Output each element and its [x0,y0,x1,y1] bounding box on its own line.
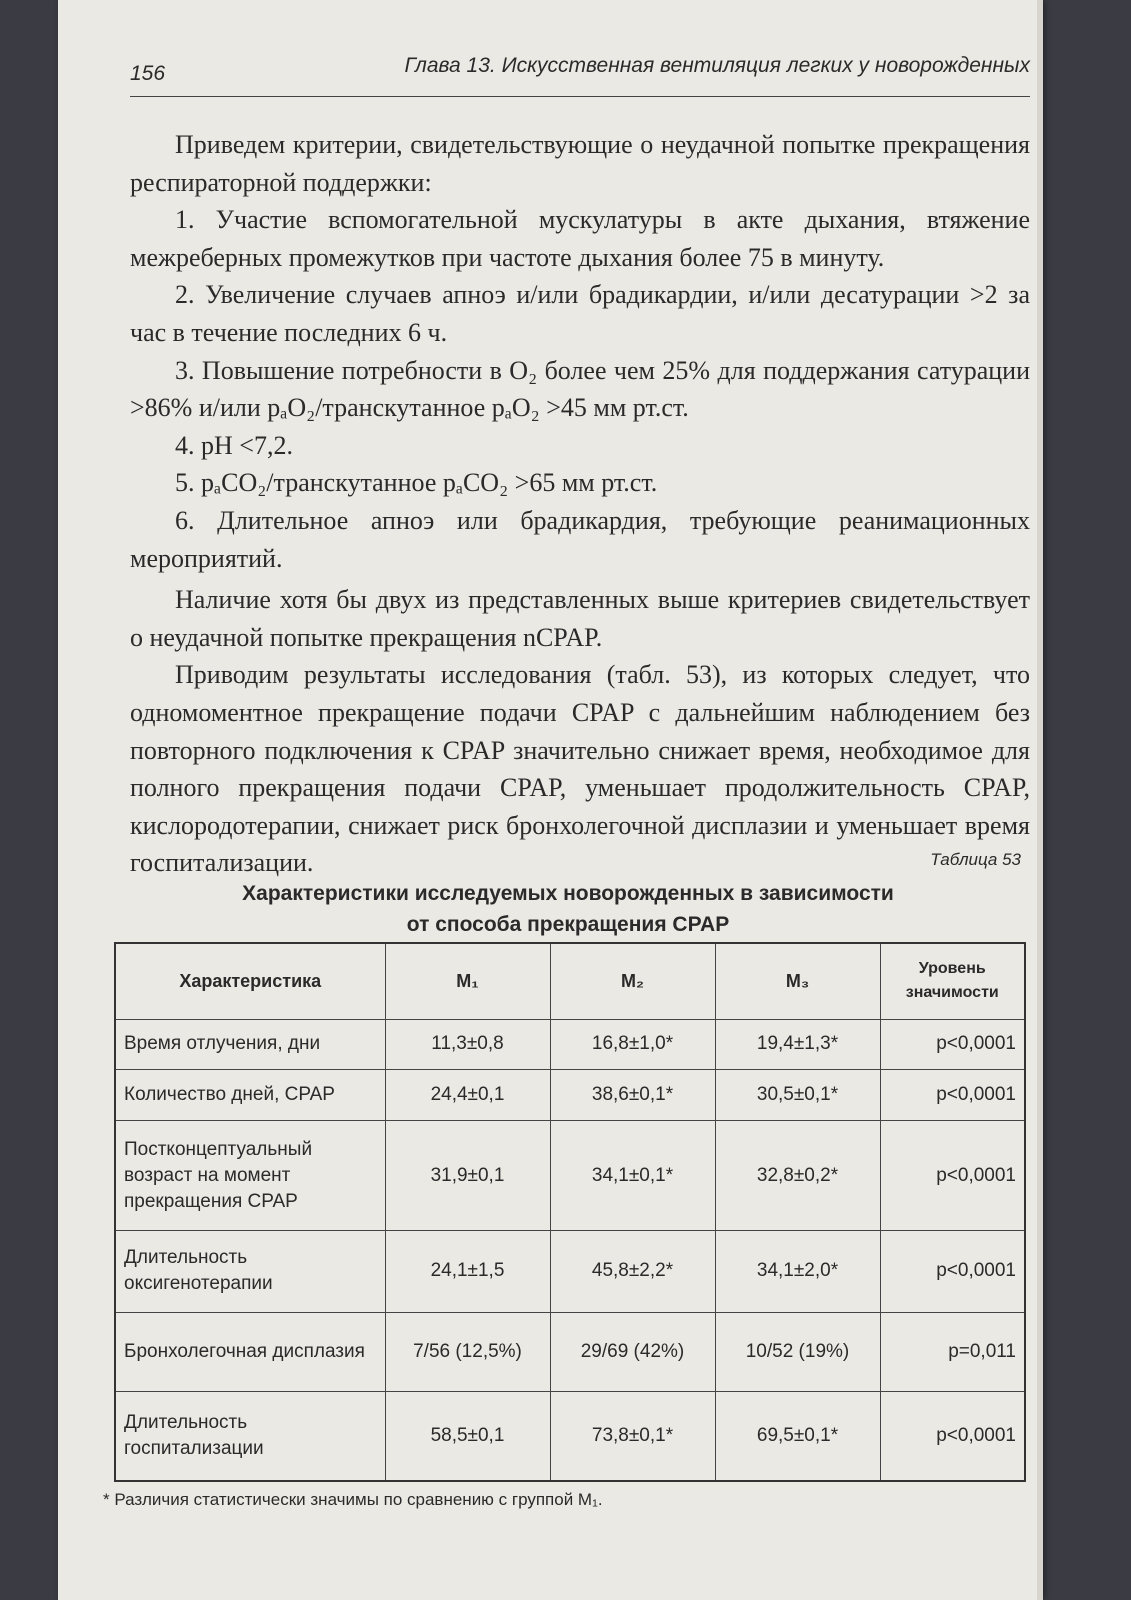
cell-m2: 29/69 (42%) [550,1312,715,1391]
cell-m1: 24,1±1,5 [385,1231,550,1312]
cell-m2: 34,1±0,1* [550,1121,715,1231]
cell-m2: 16,8±1,0* [550,1019,715,1070]
cell-significance: p<0,0001 [880,1070,1025,1121]
cell-significance: p<0,0001 [880,1121,1025,1231]
table-row [115,1391,1025,1481]
cell-characteristic: Время отлучения, дни [115,1019,385,1070]
cell-characteristic: Длительность госпитализации [115,1391,385,1481]
criterion-2: 2. Увеличение случаев апноэ и/или брадикардии, и/или десатурации >2 за час в течение последних 6 ч. [130,280,1030,347]
criterion-6: 6. Длительное апноэ или брадикардия, требующие реанимационных мероприятий. [130,505,1030,573]
header-significance-line-2: значимости [905,984,999,1002]
cell-m3: 69,5±0,1* [715,1391,880,1481]
table-row [115,1121,1025,1231]
cell-characteristic: Постконцептуальный возраст на момент прекращения CPAP [115,1121,385,1231]
cell-m3: 30,5±0,1* [715,1070,880,1121]
cell-m1: 24,4±0,1 [385,1070,550,1121]
page-edge [1037,0,1043,1600]
body-text [130,126,1030,882]
results-paragraph: Приводим результаты исследования (табл. 53), из которых следует, что одномоментное прекращение подачи CPAP с дальнейшим наблюдением без повторного подключения к CPAP значительно снижает время, необходимое для полного прекращения подачи CPAP, уменьшает продолжительность CPAP, кислородотерапии, снижает риск бронхолегочной дисплазии и уменьшает время госпитализации. [130,660,1030,878]
cell-m3: 34,1±2,0* [715,1231,880,1312]
criterion-1: 1. Участие вспомогательной мускулатуры в акте дыхания, втяжение межреберных промежутков при частоте дыхания более 75 в минуту. [130,205,1030,272]
summary-paragraph: Наличие хотя бы двух из представленных выше критериев свидетельствует о неудачной попытке прекращения nCPAP. [130,585,1030,652]
table-row [115,1312,1025,1391]
cell-characteristic: Длительность оксигенотерапии [115,1231,385,1312]
cell-m3: 10/52 (19%) [715,1312,880,1391]
book-page [58,0,1043,1600]
criterion-5: 5. pₐCO₂/транскутанное pₐCO₂ >65 мм рт.ст. [175,468,658,498]
table-title-line-1: Характеристики исследуемых новорожденных в зависимости [242,882,894,905]
cell-m2: 73,8±0,1* [550,1391,715,1481]
header-significance [880,943,1025,1019]
table-title [138,878,998,940]
header-m1: M₁ [385,943,550,1019]
page-header [130,50,1030,97]
criterion-3: 3. Повышение потребности в O₂ более чем 25% для поддержания сатурации >86% и/или pₐO₂/транскутанное pₐO₂ >45 мм рт.ст. [130,355,1030,423]
cell-characteristic: Количество дней, CPAP [115,1070,385,1121]
cell-characteristic: Бронхолегочная дисплазия [115,1312,385,1391]
intro-paragraph: Приведем критерии, свидетельствующие о неудачной попытке прекращения респираторной поддержки: [130,130,1030,197]
running-head: Глава 13. Искусственная вентиляция легких у новорожденных [404,54,1030,77]
header-m2: M₂ [550,943,715,1019]
cell-m3: 32,8±0,2* [715,1121,880,1231]
cell-significance: p<0,0001 [880,1231,1025,1312]
page-number: 156 [130,62,166,85]
table-footnote: * Различия статистически значимы по сравнению с группой M₁. [103,1490,603,1509]
table-label: Таблица 53 [930,850,1021,869]
cell-m1: 7/56 (12,5%) [385,1312,550,1391]
table-title-line-2: от способа прекращения CPAP [406,913,730,936]
cell-m1: 31,9±0,1 [385,1121,550,1231]
cell-m2: 45,8±2,2* [550,1231,715,1312]
header-characteristic: Характеристика [115,943,385,1019]
criterion-4: 4. pH <7,2. [175,430,293,460]
table-row [115,1231,1025,1312]
characteristics-table [114,942,1026,1482]
header-m3: M₃ [715,943,880,1019]
table-header-row [115,943,1025,1019]
cell-significance: p<0,0001 [880,1019,1025,1070]
header-significance-line-1: Уровень [918,960,986,978]
table-row [115,1070,1025,1121]
cell-significance: p<0,0001 [880,1391,1025,1481]
cell-m1: 58,5±0,1 [385,1391,550,1481]
cell-m1: 11,3±0,8 [385,1019,550,1070]
cell-m2: 38,6±0,1* [550,1070,715,1121]
table-row [115,1019,1025,1070]
cell-m3: 19,4±1,3* [715,1019,880,1070]
cell-significance: p=0,011 [880,1312,1025,1391]
